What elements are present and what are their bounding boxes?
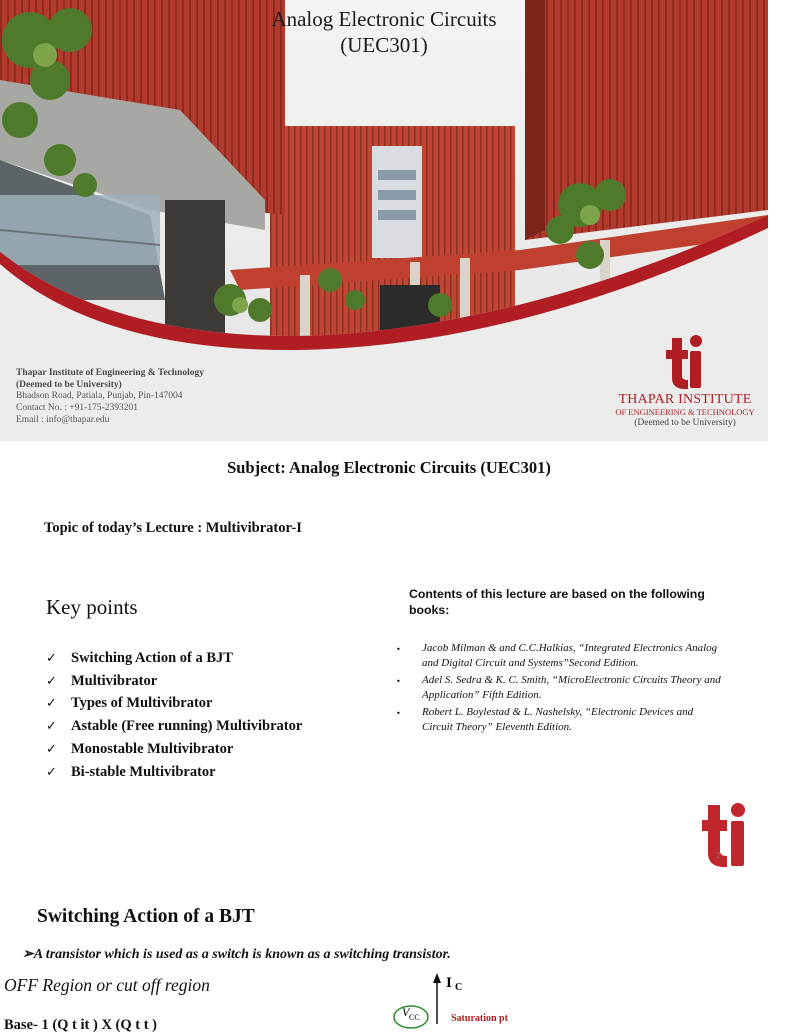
check-icon: ✓ [46, 764, 57, 780]
reference-item [396, 641, 736, 672]
institute-email: Email : info@thapar.edu [16, 414, 110, 425]
reference-text: Jacob Milman & and C.C.Halkias, “Integrated Electronics Analog and Digital Circuit and Systems”Second Edition. [422, 642, 718, 670]
title-slide [0, 0, 768, 441]
keypoints-list [46, 647, 302, 784]
institute-contact: Contact No. : +91-175-2393201 [16, 403, 138, 414]
references-list [396, 641, 736, 737]
switching-action-slide [0, 883, 768, 1033]
thapar-logo [610, 334, 760, 428]
base-line: Base- 1 (Q t it ) X (Q t t ) [4, 1017, 158, 1033]
keypoint-text: Bi-stable Multivibrator [71, 763, 216, 780]
keypoints-heading: Key points [46, 595, 138, 619]
references-heading: Contents of this lecture are based on the following books: [409, 587, 705, 617]
subject-heading [0, 458, 778, 478]
keypoint-text: Astable (Free running) Multivibrator [71, 718, 303, 735]
ic-axis-subscript: C [455, 982, 463, 993]
keypoint-item [46, 738, 302, 761]
check-icon: ✓ [46, 719, 57, 735]
slide-number: 2 [716, 851, 721, 860]
institute-contact-block [16, 368, 204, 427]
keypoint-item [46, 670, 302, 693]
title-line-1: Analog Electronic Circuits [271, 7, 497, 31]
bullet-icon: • [396, 645, 401, 654]
logo-deemed: (Deemed to be University) [634, 418, 736, 428]
bullet-line [22, 946, 451, 963]
key-points-slide [0, 441, 768, 883]
reference-text: Adel S. Sedra & K. C. Smith, “MicroElectronic Circuits Theory and Application” Fifth Edition. [422, 674, 721, 702]
keypoint-item [46, 761, 302, 784]
keypoint-item [46, 693, 302, 716]
check-icon: ✓ [46, 650, 57, 666]
axis-arrow-icon [433, 973, 441, 983]
bullet-icon: • [396, 709, 401, 719]
ti-logo-icon [662, 334, 708, 392]
off-region-label: OFF Region or cut off region [4, 975, 210, 995]
keypoint-item [46, 715, 302, 738]
reference-text: Robert L. Boylestad & L. Nashelsky, “Electronic Devices and Circuit Theory” Eleventh Edition. [422, 706, 694, 734]
title-line-2: (UEC301) [340, 33, 428, 57]
ic-axis-label: I [446, 975, 452, 991]
presentation-title [0, 6, 806, 58]
vcc-subscript: CC [409, 1013, 420, 1022]
slide-title: Switching Action of a BJT [37, 906, 255, 927]
bullet-text: A transistor which is used as a switch is known as a switching transistor. [33, 947, 451, 962]
reference-item [396, 705, 736, 736]
logo-subtitle: OF ENGINEERING & TECHNOLOGY [615, 407, 755, 417]
subject-text: Subject: Analog Electronic Circuits (UEC301) [227, 458, 551, 477]
arrow-bullet-icon: ➢ [22, 947, 34, 962]
ti-corner-logo-icon [700, 801, 750, 871]
keypoint-text: Types of Multivibrator [71, 695, 213, 712]
keypoint-item [46, 647, 302, 670]
institute-deemed: (Deemed to be University) [16, 379, 122, 390]
check-icon: ✓ [46, 696, 57, 712]
keypoint-text: Switching Action of a BJT [71, 649, 233, 666]
bullet-icon: • [396, 677, 401, 687]
check-icon: ✓ [46, 742, 57, 758]
topic-line: Topic of today’s Lecture : Multivibrator-I [44, 520, 302, 536]
reference-item [396, 673, 736, 704]
logo-name: THAPAR INSTITUTE [618, 392, 752, 407]
keypoint-text: Monostable Multivibrator [71, 741, 234, 758]
institute-name: Thapar Institute of Engineering & Technology [16, 368, 205, 378]
check-icon: ✓ [46, 673, 57, 689]
keypoint-text: Multivibrator [71, 672, 158, 689]
vcc-label: V [402, 1005, 410, 1019]
ic-vce-graph [380, 969, 580, 1024]
saturation-label: Saturation pt [451, 1013, 508, 1024]
institute-address: Bhadson Road, Patiala, Punjab, Pin-147004 [16, 391, 183, 402]
